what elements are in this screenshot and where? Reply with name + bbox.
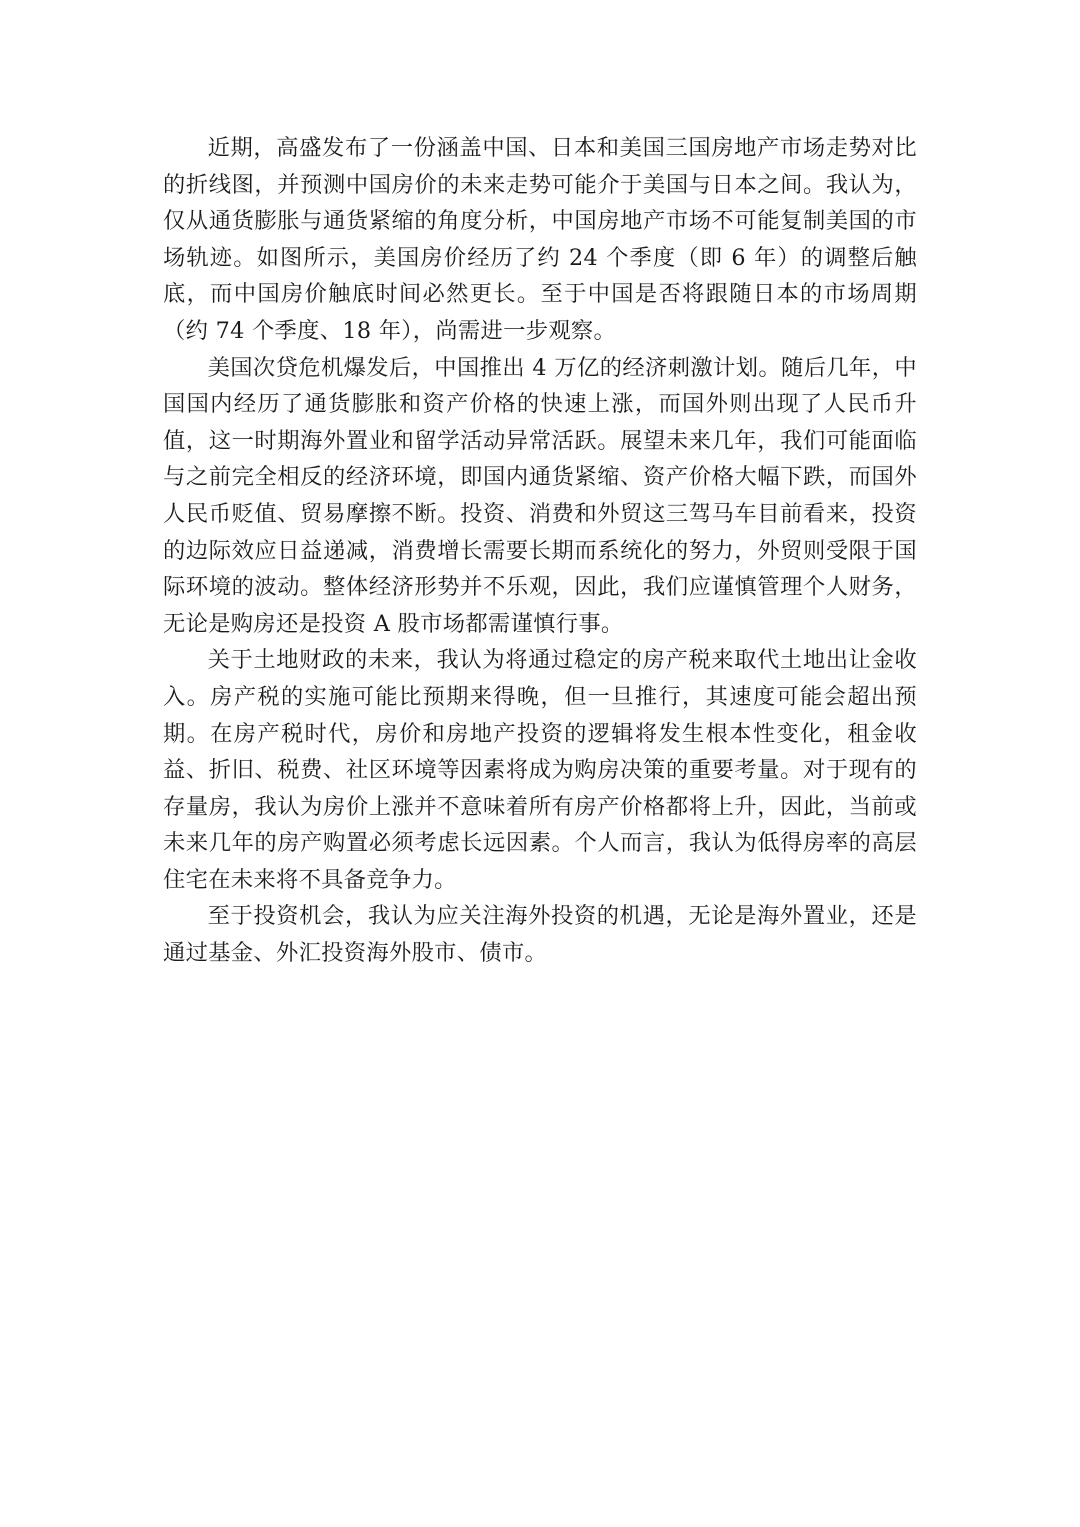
- paragraph-property-tax: 关于土地财政的未来，我认为将通过稳定的房产税来取代土地出让金收入。房产税的实施可能比预期来得晚，但一旦推行，其速度可能会超出预期。在房产税时代，房价和房地产投资的逻辑将发生根本性变化，租金收益、折旧、税费、社区环境等因素将成为购房决策的重要考量。对于现有的存量房，我认为房价上涨并不意味着所有房产价格都将上升，因此，当前或未来几年的房产购置必须考虑长远因素。个人而言，我认为低得房率的高层住宅在未来将不具备竞争力。: [163, 647, 917, 893]
- paragraph-economic-environment: 美国次贷危机爆发后，中国推出 4 万亿的经济刺激计划。随后几年，中国国内经历了通货膨胀和资产价格的快速上涨，而国外则出现了人民币升值，这一时期海外置业和留学活动异常活跃。展望未来几年，我们可能面临与之前完全相反的经济环境，即国内通货紧缩、资产价格大幅下跌，而国外人民币贬值、贸易摩擦不断。投资、消费和外贸这三驾马车目前看来，投资的边际效应日益递减，消费增长需要长期而系统化的努力，外贸则受限于国际环境的波动。整体经济形势并不乐观，因此，我们应谨慎管理个人财务，无论是购房还是投资 A 股市场都需谨慎行事。: [163, 354, 917, 637]
- document-body: [163, 130, 917, 972]
- paragraph-housing-trend: 近期，高盛发布了一份涵盖中国、日本和美国三国房地产市场走势对比的折线图，并预测中国房价的未来走势可能介于美国与日本之间。我认为，仅从通货膨胀与通货紧缩的角度分析，中国房地产市场不可能复制美国的市场轨迹。如图所示，美国房价经历了约 24 个季度（即 6 年）的调整后触底，而中国房价触底时间必然更长。至于中国是否将跟随日本的市场周期（约 74 个季度、18 年），尚需进一步观察。: [163, 135, 917, 344]
- paragraph-investment-opportunity: 至于投资机会，我认为应关注海外投资的机遇，无论是海外置业，还是通过基金、外汇投资海外股市、债市。: [163, 903, 917, 967]
